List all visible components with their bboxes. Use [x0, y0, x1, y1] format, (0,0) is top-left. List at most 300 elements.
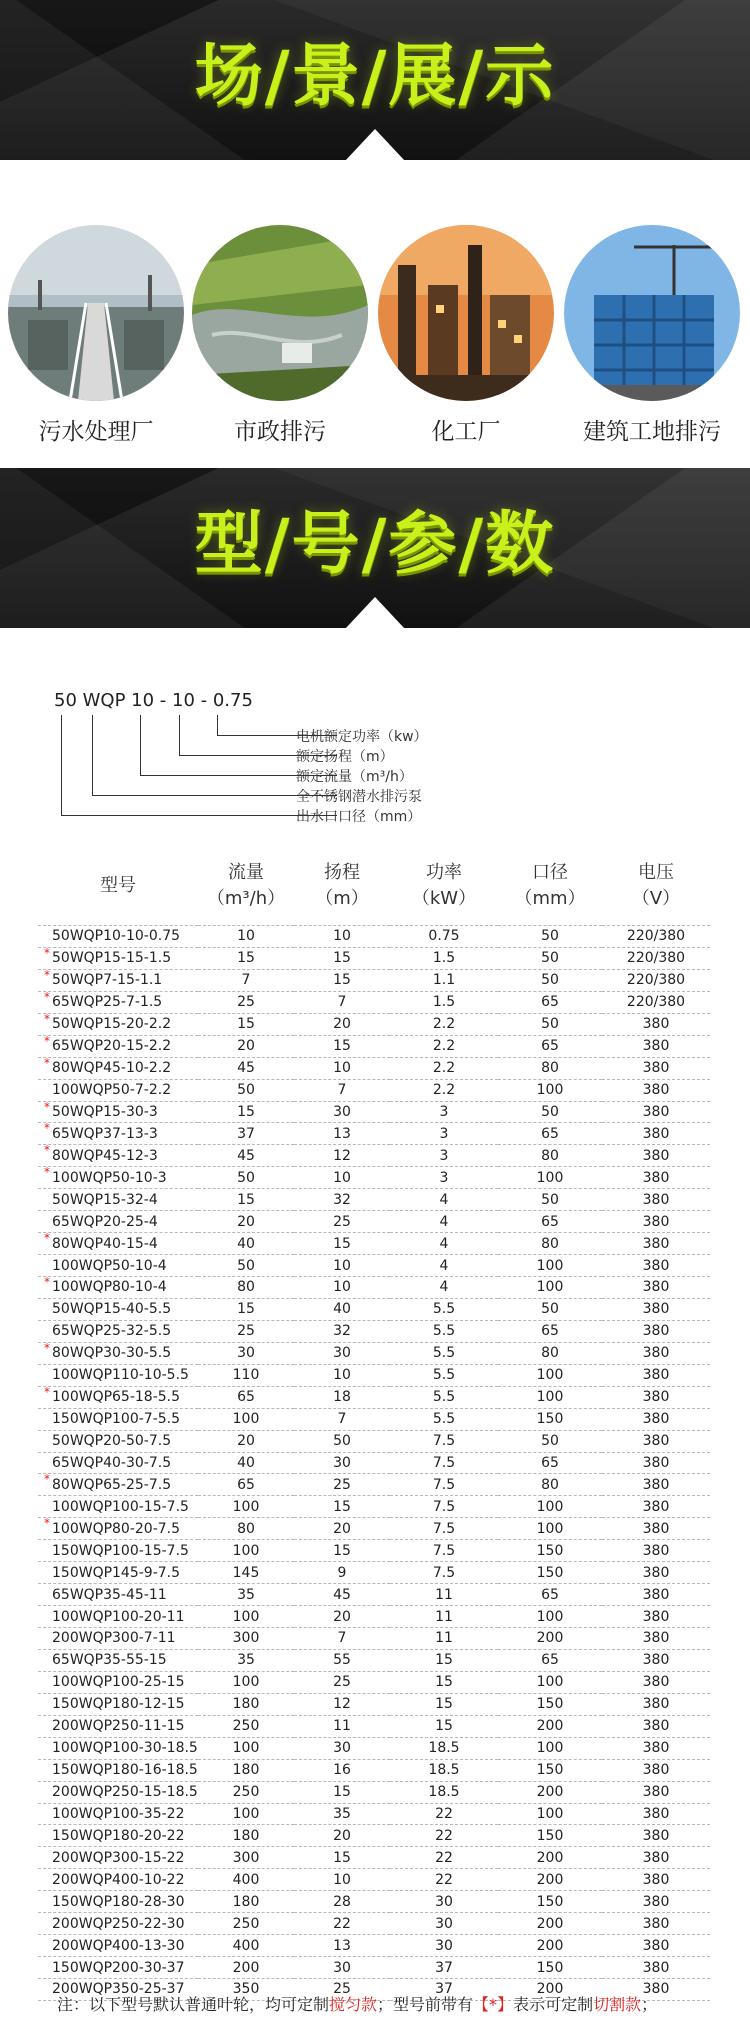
model-name: 150WQP100-7-5.5 — [52, 1411, 181, 1428]
cell-head: 25 — [294, 1474, 390, 1496]
cell-head: 10 — [294, 1869, 390, 1891]
model-name: 100WQP100-15-7.5 — [52, 1498, 189, 1515]
cell-head: 10 — [294, 1057, 390, 1079]
cell-voltage: 380 — [602, 1606, 710, 1628]
model-code-example: 50 WQP 10 - 10 - 0.75 — [54, 690, 253, 711]
cell-bore: 100 — [498, 1606, 602, 1628]
cell-flow: 400 — [198, 1935, 294, 1957]
cell-voltage: 380 — [602, 1211, 710, 1233]
customizable-marker: * — [44, 1011, 50, 1026]
cell-bore: 65 — [498, 1320, 602, 1342]
table-row — [38, 1891, 710, 1913]
cell-head: 25 — [294, 1979, 390, 2001]
cell-model — [38, 1913, 198, 1935]
cell-flow: 180 — [198, 1891, 294, 1913]
cell-voltage: 380 — [602, 1189, 710, 1211]
cell-voltage: 380 — [602, 1035, 710, 1057]
cell-head: 15 — [294, 947, 390, 969]
table-row — [38, 1606, 710, 1628]
cell-bore: 65 — [498, 1452, 602, 1474]
table-row — [38, 1825, 710, 1847]
cell-bore: 50 — [498, 947, 602, 969]
model-name: 150WQP100-15-7.5 — [52, 1542, 189, 1559]
cell-head: 7 — [294, 991, 390, 1013]
model-name: 80WQP65-25-7.5 — [52, 1476, 172, 1493]
table-row — [38, 1452, 710, 1474]
model-name: 80WQP45-10-2.2 — [52, 1060, 172, 1077]
table-header-row — [38, 855, 710, 917]
sewage-plant-photo — [8, 225, 184, 401]
cell-voltage: 380 — [602, 1891, 710, 1913]
cell-voltage: 380 — [602, 1847, 710, 1869]
footnote-text: 注：以下型号默认普通叶轮，均可定制 — [57, 1995, 330, 2014]
cell-head: 15 — [294, 1035, 390, 1057]
cell-flow: 100 — [198, 1803, 294, 1825]
customizable-marker: * — [44, 1340, 50, 1355]
cell-model — [38, 1233, 198, 1255]
model-name: 80WQP40-15-4 — [52, 1235, 158, 1252]
cell-bore: 150 — [498, 1540, 602, 1562]
model-name: 65WQP25-7-1.5 — [52, 994, 163, 1011]
cell-flow: 65 — [198, 1386, 294, 1408]
cell-voltage: 380 — [602, 1452, 710, 1474]
cell-power: 15 — [390, 1671, 498, 1693]
cell-voltage: 380 — [602, 1935, 710, 1957]
cell-bore: 100 — [498, 1079, 602, 1101]
cell-model — [38, 1430, 198, 1452]
cell-flow: 65 — [198, 1474, 294, 1496]
diagram-label-outlet: 出水口口径（mm） — [296, 809, 422, 825]
footnote-text: ； — [641, 1995, 658, 2014]
table-row — [38, 1211, 710, 1233]
cell-head: 15 — [294, 1233, 390, 1255]
cell-voltage: 380 — [602, 1364, 710, 1386]
cell-voltage: 380 — [602, 1474, 710, 1496]
cell-flow: 110 — [198, 1364, 294, 1386]
diagram-label-head: 额定扬程（m） — [296, 749, 394, 765]
scene-item-municipal — [190, 225, 370, 446]
cell-head: 15 — [294, 969, 390, 991]
cell-bore: 65 — [498, 991, 602, 1013]
cell-flow: 40 — [198, 1233, 294, 1255]
cell-voltage: 380 — [602, 1869, 710, 1891]
cell-bore: 100 — [498, 1386, 602, 1408]
cell-bore: 100 — [498, 1364, 602, 1386]
cell-power: 37 — [390, 1979, 498, 2001]
cell-voltage: 380 — [602, 1759, 710, 1781]
cell-power: 4 — [390, 1233, 498, 1255]
table-row — [38, 1013, 710, 1035]
table-row — [38, 1233, 710, 1255]
cell-model — [38, 1628, 198, 1650]
cell-voltage: 380 — [602, 1671, 710, 1693]
cell-power: 2.2 — [390, 1057, 498, 1079]
footnote-text: ；型号前带有 — [377, 1995, 474, 2014]
cell-model — [38, 1825, 198, 1847]
cell-bore: 150 — [498, 1562, 602, 1584]
cell-power: 3 — [390, 1101, 498, 1123]
cell-bore: 100 — [498, 1255, 602, 1277]
model-name: 65WQP20-15-2.2 — [52, 1038, 172, 1055]
banner-notch — [345, 129, 405, 160]
cell-flow: 350 — [198, 1979, 294, 2001]
spec-table — [38, 855, 710, 2001]
cell-bore: 150 — [498, 1825, 602, 1847]
cell-head: 25 — [294, 1211, 390, 1233]
customizable-marker: * — [44, 945, 50, 960]
table-row — [38, 1540, 710, 1562]
cell-head: 35 — [294, 1803, 390, 1825]
table-row — [38, 1364, 710, 1386]
cell-voltage: 380 — [602, 1562, 710, 1584]
col-header-model: 型号 — [100, 875, 136, 896]
cell-flow: 25 — [198, 1320, 294, 1342]
cell-flow: 250 — [198, 1715, 294, 1737]
cell-model — [38, 969, 198, 991]
cell-power: 1.1 — [390, 969, 498, 991]
table-row — [38, 1584, 710, 1606]
cell-power: 4 — [390, 1189, 498, 1211]
cell-model — [38, 1715, 198, 1737]
cell-power: 18.5 — [390, 1737, 498, 1759]
cell-bore: 65 — [498, 1035, 602, 1057]
col-header-head: 扬程 （m） — [315, 862, 369, 909]
table-row — [38, 1123, 710, 1145]
cell-head: 12 — [294, 1693, 390, 1715]
cell-voltage: 380 — [602, 1913, 710, 1935]
table-row — [38, 1737, 710, 1759]
cell-head: 10 — [294, 1364, 390, 1386]
footnote-text: 表示可定制 — [513, 1995, 594, 2014]
model-name: 50WQP15-20-2.2 — [52, 1016, 172, 1033]
cell-voltage: 380 — [602, 1386, 710, 1408]
params-banner — [0, 468, 750, 628]
cell-voltage: 380 — [602, 1320, 710, 1342]
cell-model — [38, 1606, 198, 1628]
model-name: 200WQP350-25-37 — [52, 1981, 185, 1998]
model-name: 80WQP45-12-3 — [52, 1147, 158, 1164]
cell-flow: 100 — [198, 1671, 294, 1693]
cell-voltage: 380 — [602, 1979, 710, 2001]
model-name: 50WQP7-15-1.1 — [52, 972, 163, 989]
table-row — [38, 1869, 710, 1891]
model-name: 200WQP300-15-22 — [52, 1849, 185, 1866]
cell-flow: 15 — [198, 947, 294, 969]
cell-power: 7.5 — [390, 1430, 498, 1452]
table-row — [38, 1035, 710, 1057]
cell-bore: 80 — [498, 1474, 602, 1496]
cell-model — [38, 1101, 198, 1123]
cell-head: 30 — [294, 1342, 390, 1364]
table-row — [38, 1649, 710, 1671]
cell-bore: 100 — [498, 1167, 602, 1189]
model-name: 50WQP15-32-4 — [52, 1191, 158, 1208]
cell-flow: 20 — [198, 1211, 294, 1233]
cell-head: 16 — [294, 1759, 390, 1781]
cell-bore: 200 — [498, 1935, 602, 1957]
customizable-marker: * — [44, 1121, 50, 1136]
scene-caption: 污水处理厂 — [38, 419, 154, 445]
footnote-highlight-mixing: 搅匀款 — [329, 1995, 378, 2014]
cell-power: 22 — [390, 1869, 498, 1891]
cell-flow: 15 — [198, 1101, 294, 1123]
customizable-marker: * — [44, 1033, 50, 1048]
cell-model — [38, 1211, 198, 1233]
cell-voltage: 380 — [602, 1342, 710, 1364]
cell-bore: 80 — [498, 1057, 602, 1079]
cell-voltage: 380 — [602, 1145, 710, 1167]
cell-flow: 180 — [198, 1759, 294, 1781]
col-header-voltage: 电压 （V） — [631, 862, 681, 909]
table-row — [38, 1145, 710, 1167]
cell-head: 13 — [294, 1935, 390, 1957]
cell-voltage: 380 — [602, 1781, 710, 1803]
cell-model — [38, 1386, 198, 1408]
cell-model — [38, 1869, 198, 1891]
cell-voltage: 380 — [602, 1233, 710, 1255]
scene-caption: 化工厂 — [431, 419, 501, 445]
cell-head: 7 — [294, 1408, 390, 1430]
cell-voltage: 380 — [602, 1430, 710, 1452]
model-name: 100WQP100-35-22 — [52, 1805, 185, 1822]
table-row — [38, 1408, 710, 1430]
model-name: 65WQP35-55-15 — [52, 1652, 167, 1669]
cell-flow: 45 — [198, 1145, 294, 1167]
cell-model — [38, 1803, 198, 1825]
cell-power: 7.5 — [390, 1540, 498, 1562]
table-row — [38, 1628, 710, 1650]
cell-head: 7 — [294, 1079, 390, 1101]
cell-voltage: 380 — [602, 1123, 710, 1145]
model-name: 50WQP20-50-7.5 — [52, 1433, 172, 1450]
cell-power: 5.5 — [390, 1364, 498, 1386]
cell-bore: 65 — [498, 1584, 602, 1606]
table-row — [38, 1693, 710, 1715]
diagram-label-power: 电机额定功率（kw） — [296, 729, 428, 745]
cell-bore: 100 — [498, 1737, 602, 1759]
model-name: 100WQP65-18-5.5 — [52, 1389, 181, 1406]
cell-model — [38, 1496, 198, 1518]
cell-power: 7.5 — [390, 1474, 498, 1496]
cell-head: 10 — [294, 1167, 390, 1189]
cell-head: 10 — [294, 926, 390, 948]
cell-model — [38, 1671, 198, 1693]
table-row — [38, 1847, 710, 1869]
cell-model — [38, 1891, 198, 1913]
table-row — [38, 1496, 710, 1518]
model-name: 65WQP37-13-3 — [52, 1125, 158, 1142]
model-name: 150WQP200-30-37 — [52, 1959, 185, 1976]
cell-power: 5.5 — [390, 1298, 498, 1320]
cell-head: 13 — [294, 1123, 390, 1145]
cell-model — [38, 991, 198, 1013]
cell-power: 4 — [390, 1277, 498, 1299]
cell-flow: 25 — [198, 991, 294, 1013]
cell-flow: 45 — [198, 1057, 294, 1079]
cell-power: 22 — [390, 1825, 498, 1847]
customizable-marker: * — [44, 1231, 50, 1246]
cell-model — [38, 1935, 198, 1957]
cell-head: 15 — [294, 1847, 390, 1869]
table-spacer — [38, 917, 710, 926]
cell-voltage: 380 — [602, 1101, 710, 1123]
model-name: 200WQP300-7-11 — [52, 1630, 176, 1647]
cell-model — [38, 926, 198, 948]
cell-model — [38, 1167, 198, 1189]
cell-head: 7 — [294, 1628, 390, 1650]
cell-head: 30 — [294, 1452, 390, 1474]
cell-bore: 150 — [498, 1408, 602, 1430]
river-drain-photo — [192, 225, 368, 401]
params-banner-title: 型/号/参/数 — [194, 505, 556, 584]
cell-power: 1.5 — [390, 947, 498, 969]
cell-model — [38, 1189, 198, 1211]
diagram-label-flow: 额定流量（m³/h） — [296, 769, 413, 785]
cell-bore: 200 — [498, 1847, 602, 1869]
construction-site-photo — [564, 225, 740, 401]
cell-power: 4 — [390, 1211, 498, 1233]
customizable-marker: * — [44, 1275, 50, 1289]
diagram-label-pump-type: 全不锈钢潜水排污泵 — [296, 789, 422, 805]
cell-voltage: 220/380 — [602, 926, 710, 948]
cell-head: 15 — [294, 1781, 390, 1803]
cell-head: 9 — [294, 1562, 390, 1584]
model-name: 50WQP15-40-5.5 — [52, 1301, 172, 1318]
model-name: 100WQP50-10-3 — [52, 1169, 167, 1186]
cell-flow: 50 — [198, 1255, 294, 1277]
scene-banner — [0, 0, 750, 160]
cell-flow: 300 — [198, 1628, 294, 1650]
cell-model — [38, 1474, 198, 1496]
cell-flow: 400 — [198, 1869, 294, 1891]
model-name: 65WQP20-25-4 — [52, 1213, 158, 1230]
cell-model — [38, 1518, 198, 1540]
cell-power: 2.2 — [390, 1079, 498, 1101]
cell-head: 32 — [294, 1189, 390, 1211]
cell-flow: 40 — [198, 1452, 294, 1474]
cell-bore: 100 — [498, 1277, 602, 1299]
table-row — [38, 926, 710, 948]
model-name: 65WQP25-32-5.5 — [52, 1323, 172, 1340]
cell-model — [38, 1649, 198, 1671]
cell-power: 30 — [390, 1913, 498, 1935]
cell-power: 3 — [390, 1167, 498, 1189]
cell-voltage: 380 — [602, 1013, 710, 1035]
cell-model — [38, 947, 198, 969]
cell-power: 3 — [390, 1123, 498, 1145]
customizable-marker: * — [44, 1099, 50, 1114]
cell-bore: 80 — [498, 1145, 602, 1167]
customizable-marker: * — [44, 1055, 50, 1070]
model-name: 100WQP100-30-18.5 — [52, 1740, 198, 1757]
cell-bore: 50 — [498, 926, 602, 948]
model-name: 50WQP15-30-3 — [52, 1103, 158, 1120]
cell-head: 50 — [294, 1430, 390, 1452]
model-name: 100WQP80-20-7.5 — [52, 1520, 181, 1537]
cell-voltage: 380 — [602, 1079, 710, 1101]
cell-voltage: 380 — [602, 1255, 710, 1277]
cell-power: 15 — [390, 1693, 498, 1715]
table-row — [38, 1189, 710, 1211]
model-name: 100WQP100-20-11 — [52, 1608, 185, 1625]
cell-bore: 65 — [498, 1123, 602, 1145]
cell-head: 12 — [294, 1145, 390, 1167]
cell-power: 11 — [390, 1628, 498, 1650]
cell-model — [38, 1013, 198, 1035]
cell-bore: 200 — [498, 1979, 602, 2001]
cell-voltage: 380 — [602, 1408, 710, 1430]
cell-flow: 80 — [198, 1277, 294, 1299]
model-name: 100WQP50-10-4 — [52, 1257, 167, 1274]
scene-caption: 市政排污 — [234, 419, 326, 445]
cell-head: 55 — [294, 1649, 390, 1671]
cell-bore: 65 — [498, 1211, 602, 1233]
cell-model — [38, 1408, 198, 1430]
cell-bore: 100 — [498, 1518, 602, 1540]
model-name: 150WQP145-9-7.5 — [52, 1564, 181, 1581]
model-name: 65WQP40-30-7.5 — [52, 1454, 172, 1471]
cell-bore: 150 — [498, 1891, 602, 1913]
cell-flow: 180 — [198, 1693, 294, 1715]
table-row — [38, 969, 710, 991]
cell-voltage: 380 — [602, 1737, 710, 1759]
cell-head: 20 — [294, 1013, 390, 1035]
cell-power: 5.5 — [390, 1342, 498, 1364]
model-code-diagram — [54, 690, 474, 840]
cell-model — [38, 1035, 198, 1057]
cell-voltage: 380 — [602, 1628, 710, 1650]
cell-power: 18.5 — [390, 1781, 498, 1803]
cell-head: 30 — [294, 1957, 390, 1979]
cell-voltage: 380 — [602, 1715, 710, 1737]
model-name: 150WQP180-16-18.5 — [52, 1762, 198, 1779]
cell-flow: 100 — [198, 1540, 294, 1562]
cell-bore: 200 — [498, 1628, 602, 1650]
cell-flow: 100 — [198, 1408, 294, 1430]
cell-bore: 100 — [498, 1496, 602, 1518]
cell-model — [38, 1540, 198, 1562]
table-row — [38, 1255, 710, 1277]
col-header-flow: 流量 （m³/h） — [206, 862, 286, 909]
cell-bore: 80 — [498, 1342, 602, 1364]
model-name: 80WQP30-30-5.5 — [52, 1345, 172, 1362]
cell-power: 7.5 — [390, 1496, 498, 1518]
model-name: 200WQP250-11-15 — [52, 1718, 185, 1735]
col-header-power: 功率 （kW） — [411, 862, 477, 909]
cell-flow: 20 — [198, 1430, 294, 1452]
table-row — [38, 1057, 710, 1079]
table-row — [38, 1781, 710, 1803]
footnote-marker: 【*】 — [473, 1995, 514, 2014]
cell-flow: 300 — [198, 1847, 294, 1869]
cell-head: 30 — [294, 1101, 390, 1123]
cell-power: 22 — [390, 1847, 498, 1869]
table-row — [38, 1430, 710, 1452]
cell-power: 3 — [390, 1145, 498, 1167]
cell-power: 11 — [390, 1584, 498, 1606]
cell-power: 7.5 — [390, 1452, 498, 1474]
customizable-marker: * — [44, 1472, 50, 1487]
cell-model — [38, 1342, 198, 1364]
cell-model — [38, 1847, 198, 1869]
cell-voltage: 220/380 — [602, 969, 710, 991]
cell-head: 40 — [294, 1298, 390, 1320]
cell-flow: 50 — [198, 1079, 294, 1101]
scene-banner-title: 场/景/展/示 — [194, 37, 556, 116]
cell-bore: 200 — [498, 1715, 602, 1737]
cell-head: 15 — [294, 1540, 390, 1562]
cell-voltage: 380 — [602, 1277, 710, 1299]
